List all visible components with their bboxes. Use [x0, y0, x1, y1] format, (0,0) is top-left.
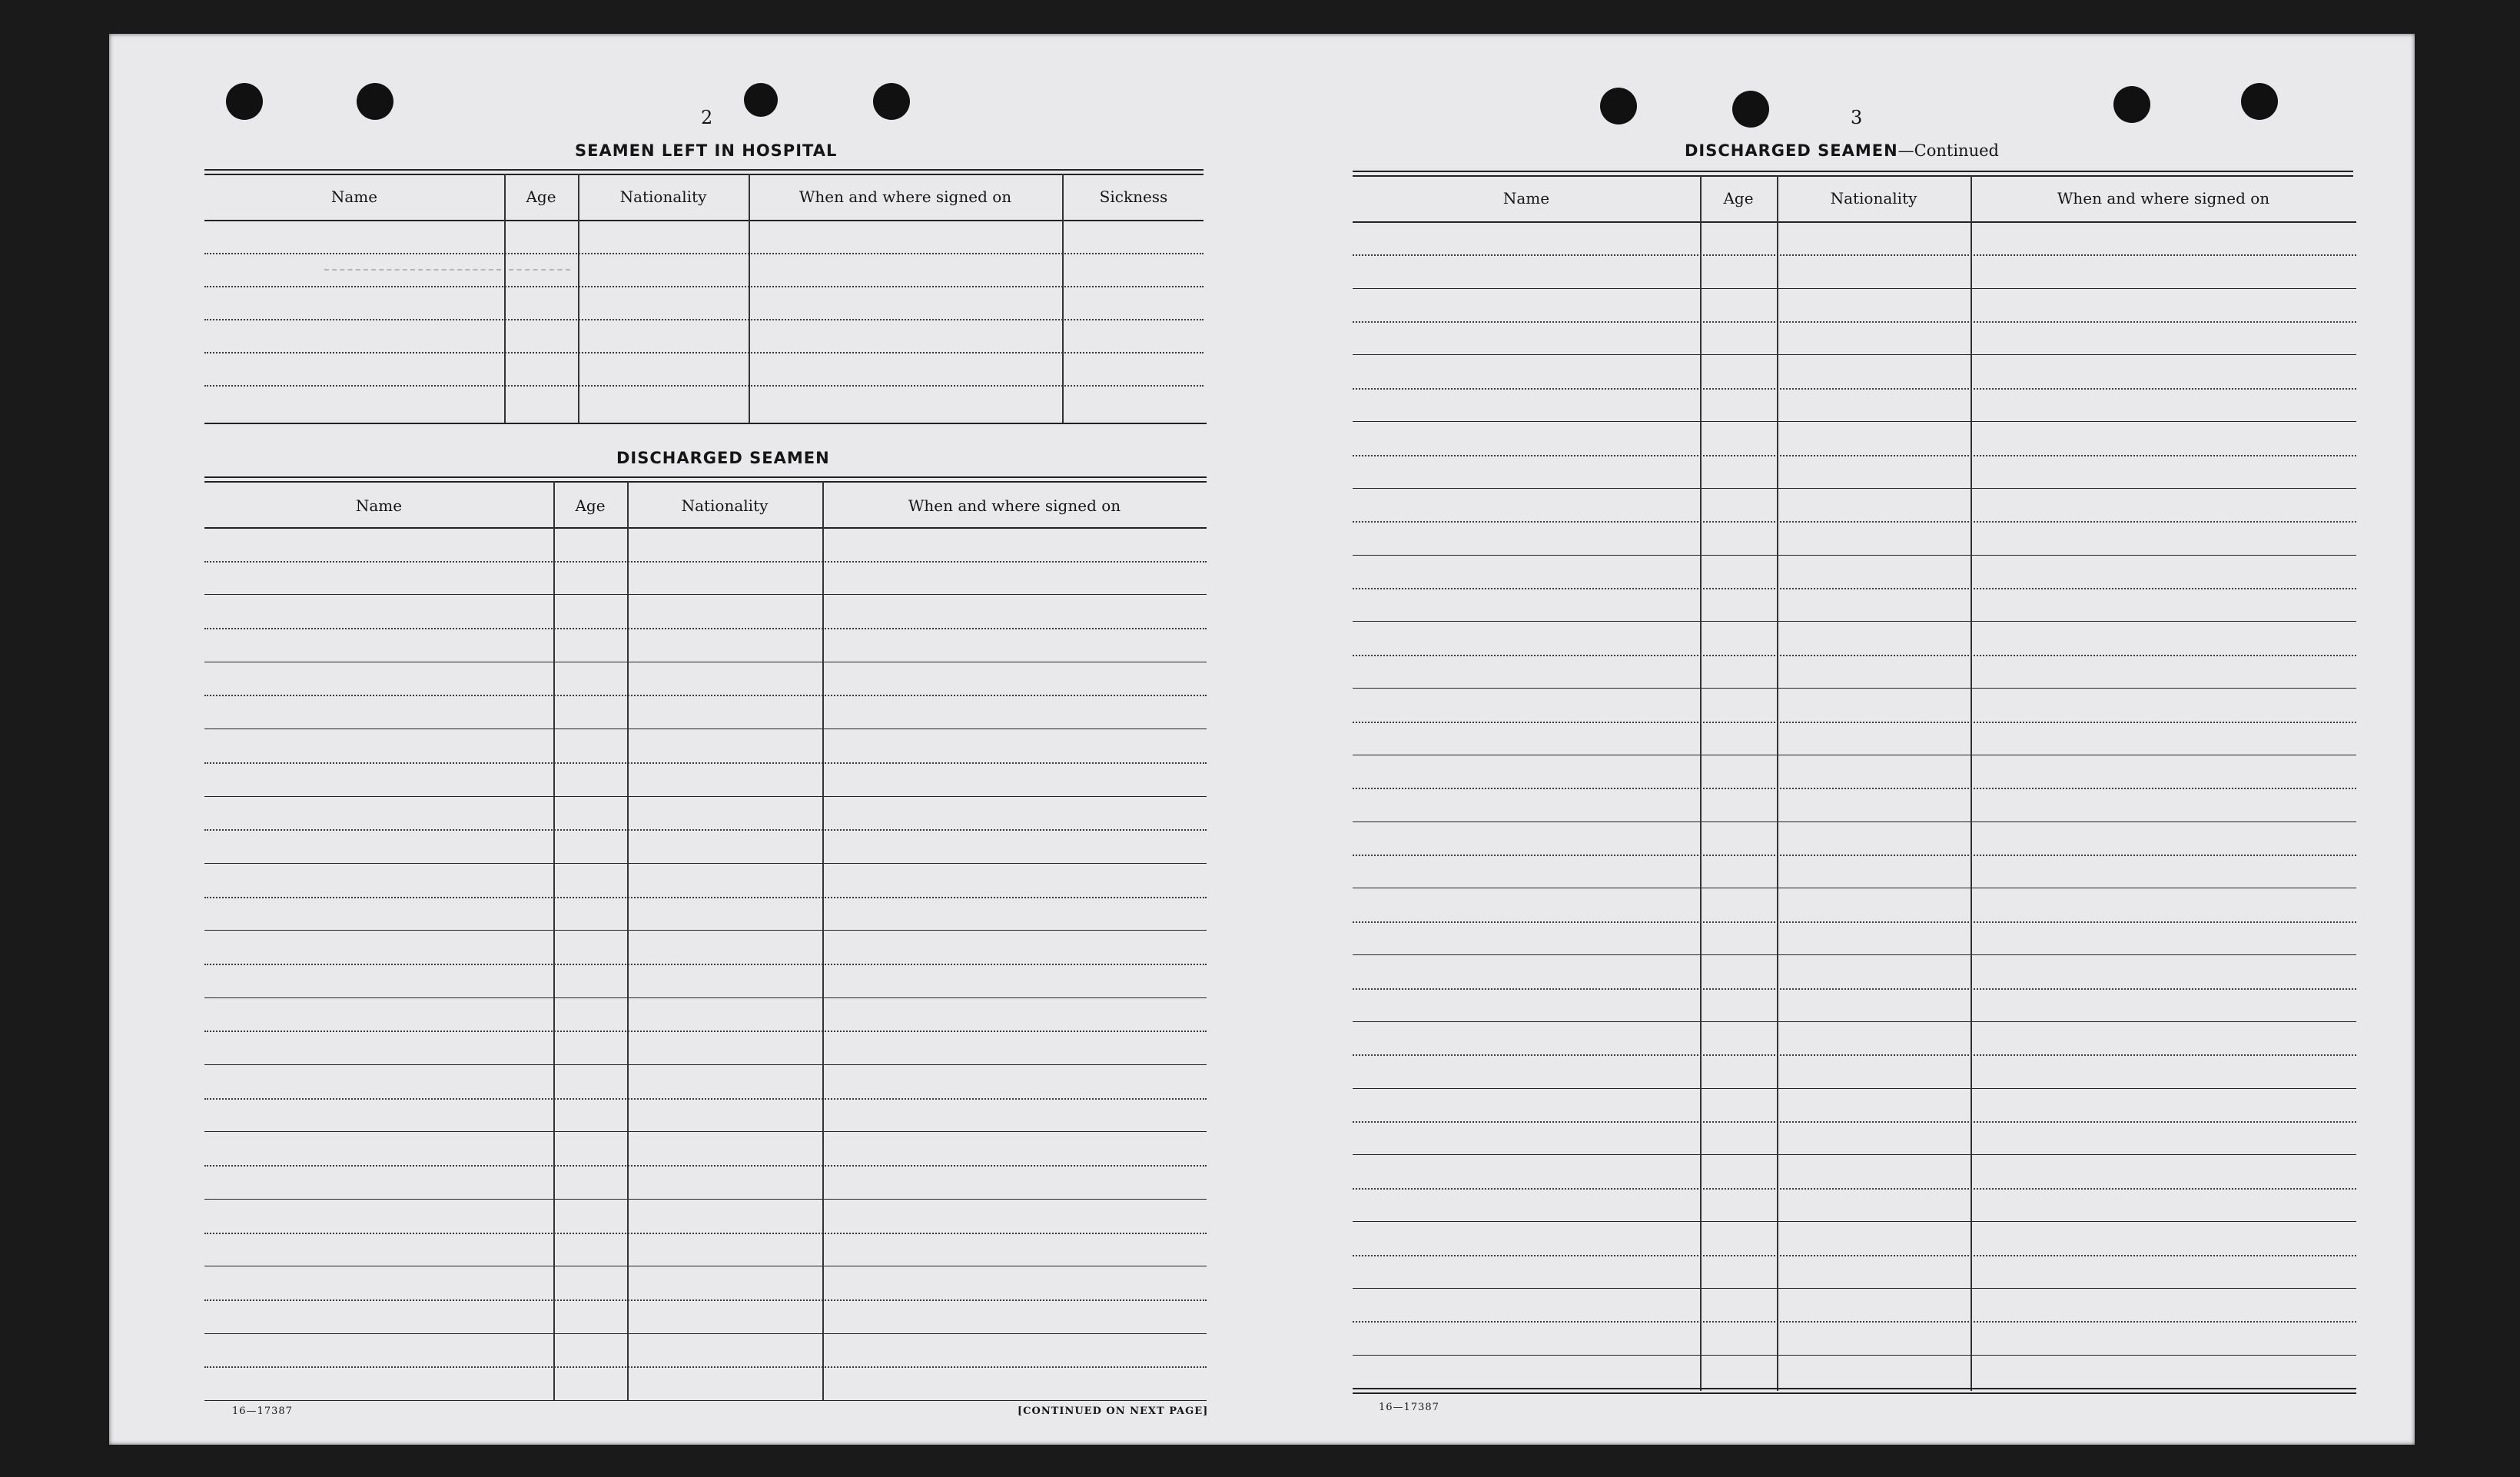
hospital-col-divider [578, 174, 579, 423]
page-number-left: 2 [701, 107, 713, 128]
right-col-signed-on: When and where signed on [2057, 189, 2270, 207]
discharged-row-rule [204, 796, 1207, 797]
right-col-divider [1971, 175, 1972, 1391]
right-row-rule [1353, 588, 2356, 589]
discharged-row-rule [204, 897, 1207, 898]
right-top-rule [1353, 171, 2353, 172]
discharged-top-rule [204, 481, 1207, 483]
right-row-rule [1353, 488, 2356, 489]
discharged-row-rule [204, 1064, 1207, 1065]
hospital-row-rule [204, 286, 1204, 287]
discharged-row-rule [204, 628, 1207, 629]
right-row-rule [1353, 1088, 2356, 1089]
faint-handwriting [324, 269, 501, 278]
discharged-section-title: DISCHARGED SEAMEN [616, 449, 830, 467]
right-row-rule [1353, 1321, 2356, 1323]
right-row-rule [1353, 1188, 2356, 1190]
discharged-row-rule [204, 964, 1207, 965]
right-row-rule [1353, 1355, 2356, 1356]
punch-hole [873, 83, 910, 120]
punch-hole [357, 83, 393, 120]
right-row-rule [1353, 688, 2356, 689]
hospital-section-title: SEAMEN LEFT IN HOSPITAL [575, 141, 838, 160]
right-row-rule [1353, 1221, 2356, 1222]
discharged-row-rule [204, 1233, 1207, 1234]
right-row-rule [1353, 621, 2356, 622]
right-top-rule [1353, 175, 2353, 177]
right-row-rule [1353, 722, 2356, 723]
discharged-row-rule [204, 930, 1207, 931]
form-number-left: 16—17387 [232, 1406, 293, 1417]
right-row-rule [1353, 788, 2356, 789]
hospital-col-name: Name [330, 188, 378, 206]
discharged-col-nationality: Nationality [681, 496, 769, 515]
hospital-col-signed-on: When and where signed on [798, 188, 1012, 206]
punch-hole [226, 83, 263, 120]
right-col-age: Age [1723, 189, 1754, 207]
discharged-row-rule [204, 1031, 1207, 1032]
hospital-top-rule [204, 174, 1204, 175]
hospital-header-rule [204, 220, 1204, 221]
right-col-divider [1777, 175, 1778, 1391]
discharged-col-age: Age [575, 496, 606, 515]
discharged-continued-title [1685, 141, 1999, 160]
hospital-row-rule [204, 385, 1204, 387]
discharged-row-rule [204, 1098, 1207, 1100]
hospital-bottom-rule [204, 423, 1207, 424]
right-col-name: Name [1502, 189, 1550, 207]
discharged-row-rule [204, 695, 1207, 696]
right-row-rule [1353, 988, 2356, 990]
discharged-col-divider [553, 481, 555, 1400]
right-row-rule [1353, 821, 2356, 822]
page-number-right: 3 [1851, 107, 1863, 128]
right-row-rule [1353, 1021, 2356, 1022]
hospital-col-sickness: Sickness [1099, 188, 1168, 206]
punch-hole [1600, 88, 1637, 124]
discharged-row-rule [204, 1400, 1207, 1401]
discharged-row-rule [204, 1333, 1207, 1334]
right-col-divider [1700, 175, 1702, 1391]
right-col-nationality: Nationality [1830, 189, 1917, 207]
discharged-row-rule [204, 1299, 1207, 1301]
discharged-header-rule [204, 527, 1207, 529]
right-row-rule [1353, 421, 2356, 422]
faint-handwriting [509, 269, 570, 278]
right-row-rule [1353, 1255, 2356, 1256]
discharged-row-rule [204, 863, 1207, 864]
discharged-row-rule [204, 1131, 1207, 1132]
discharged-row-rule [204, 1366, 1207, 1368]
hospital-row-rule [204, 319, 1204, 320]
right-row-rule [1353, 1154, 2356, 1155]
right-row-rule [1353, 254, 2356, 256]
right-row-rule [1353, 521, 2356, 523]
discharged-col-divider [822, 481, 824, 1400]
discharged-col-name: Name [355, 496, 403, 515]
discharged-continued-title-main: DISCHARGED SEAMEN [1685, 141, 1898, 160]
continued-note: [CONTINUED ON NEXT PAGE] [1018, 1406, 1209, 1417]
hospital-row-rule [204, 253, 1204, 254]
right-row-rule [1353, 321, 2356, 323]
punch-hole [2113, 86, 2150, 123]
hospital-col-divider [1062, 174, 1064, 423]
right-header-rule [1353, 221, 2356, 223]
right-row-rule [1353, 555, 2356, 556]
discharged-continued-title-suffix: —Continued [1897, 141, 1999, 160]
hospital-col-divider [504, 174, 506, 423]
hospital-col-nationality: Nationality [619, 188, 707, 206]
right-row-rule [1353, 388, 2356, 390]
discharged-row-rule [204, 997, 1207, 998]
right-row-rule [1353, 921, 2356, 923]
right-row-rule [1353, 455, 2356, 456]
right-bottom-rule [1353, 1388, 2356, 1389]
hospital-col-age: Age [526, 188, 556, 206]
right-row-rule [1353, 288, 2356, 289]
hospital-col-divider [749, 174, 750, 423]
right-row-rule [1353, 1054, 2356, 1056]
right-row-rule [1353, 1288, 2356, 1289]
discharged-col-divider [627, 481, 629, 1400]
discharged-row-rule [204, 561, 1207, 563]
discharged-row-rule [204, 594, 1207, 595]
right-row-rule [1353, 1121, 2356, 1123]
discharged-col-signed-on: When and where signed on [908, 496, 1121, 515]
right-row-rule [1353, 855, 2356, 856]
hospital-row-rule [204, 352, 1204, 353]
right-bottom-rule [1353, 1392, 2356, 1394]
right-row-rule [1353, 954, 2356, 955]
discharged-row-rule [204, 762, 1207, 764]
punch-hole [744, 83, 778, 117]
hospital-top-rule [204, 169, 1204, 171]
discharged-row-rule [204, 1199, 1207, 1200]
document-sheet [109, 34, 2415, 1445]
right-row-rule [1353, 354, 2356, 355]
form-number-right: 16—17387 [1379, 1402, 1439, 1413]
right-row-rule [1353, 655, 2356, 656]
discharged-top-rule [204, 476, 1207, 478]
discharged-row-rule [204, 1165, 1207, 1167]
punch-hole [1732, 91, 1769, 128]
punch-hole [2241, 83, 2278, 120]
discharged-row-rule [204, 829, 1207, 831]
